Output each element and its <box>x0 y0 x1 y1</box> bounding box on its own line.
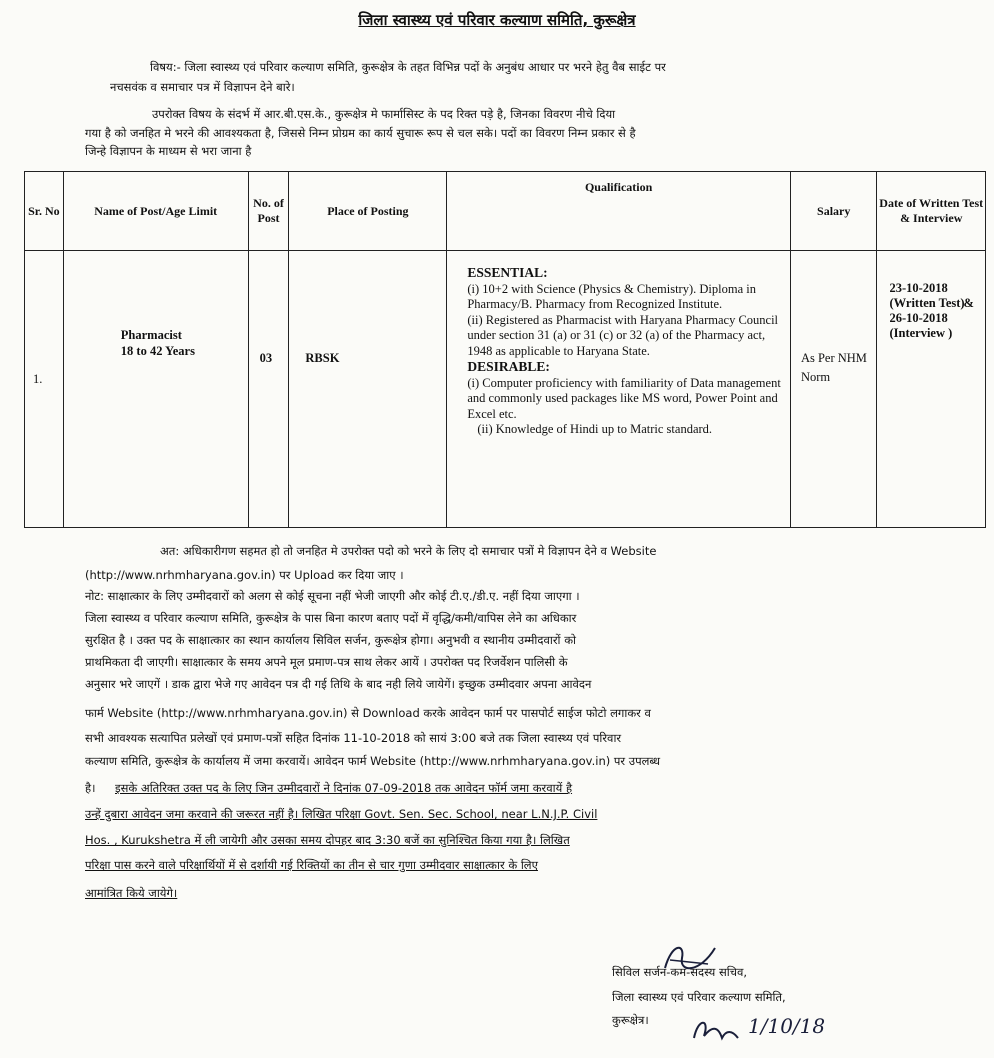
header-no-of-post: No. of Post <box>248 172 289 251</box>
cell-qualification <box>447 251 791 528</box>
cell-post <box>63 251 248 528</box>
posts-table <box>24 171 986 528</box>
body-line-5: सुरक्षित है । उक्त पद के साक्षात्कार का स्थान कार्यालय सिविल सर्जन, कुरूक्षेत्र होगा। अनुभवी व स्थानीय उम्मीदवारों को <box>85 633 577 647</box>
table-header-row <box>25 172 986 251</box>
sr-value: 1. <box>33 372 43 386</box>
essential-item-1: (i) 10+2 with Science (Physics & Chemistry). Diploma in Pharmacy/B. Pharmacy from Recognized Institute. <box>467 281 756 311</box>
desirable-item-2: (ii) Knowledge of Hindi up to Matric standard. <box>477 422 713 436</box>
no-of-post-value: 03 <box>259 351 273 365</box>
cell-date <box>877 251 986 528</box>
body-line-12: उन्हें दुबारा आवेदन जमा करवाने की जरूरत नहीं है। लिखित परिक्षा Govt. Sen. Sec. School, near L.N.J.P. Civil <box>85 807 598 821</box>
essential-label: ESSENTIAL: <box>467 265 548 280</box>
intro-line-3: जिन्हे विज्ञापन के माध्यम से भरा जाना है <box>85 144 252 158</box>
and-symbol: & <box>963 296 974 310</box>
body-line-11a: है। <box>85 781 96 795</box>
body-line-6: प्राथमिकता दी जाएगी। साक्षात्कार के समय अपने मूल प्रमाण-पत्र साथ लेकर आयें । उपरोक्त पद रिजर्वेशन पालिसी के <box>85 655 568 669</box>
cell-place <box>289 251 447 528</box>
desirable-item-1: (i) Computer proficiency with familiarity of Data management and commonly used packages like MS word, Power Point and Excel etc. <box>467 375 781 421</box>
test-date: 23-10-2018 (Written Test) <box>889 281 965 310</box>
header-qualification: Qualification <box>447 172 791 251</box>
table-row <box>25 251 986 528</box>
signatory-place: कुरूक्षेत्र। <box>612 1013 649 1027</box>
body-line-8: फार्म Website (http://www.nrhmharyana.gov.in) से Download करके आवेदन फार्म पर पासपोर्ट साईज फोटो लगाकर व <box>85 706 651 720</box>
subject-line-2: नचसवंक व समाचार पत्र में विज्ञापन देने बारे। <box>110 80 295 94</box>
cell-no-of-post <box>248 251 289 528</box>
signatory-committee: जिला स्वास्थ्य एवं परिवार कल्याण समिति, <box>612 990 786 1004</box>
handwritten-signature-date <box>688 1008 858 1048</box>
body-line-14: परिक्षा पास करने वाले परिक्षार्थियों में से दर्शायी गई रिक्तियों का तीन से चार गुणा उम्मीदवार साक्षात्कार के लिए <box>85 858 538 872</box>
salary-value: As Per NHM Norm <box>800 351 867 384</box>
body-line-2: (http://www.nrhmharyana.gov.in) पर Upload कर दिया जाए । <box>85 568 404 582</box>
desirable-label: DESIRABLE: <box>467 359 550 374</box>
header-post-name: Name of Post/Age Limit <box>63 172 248 251</box>
body-line-4: जिला स्वास्थ्य व परिवार कल्याण समिति, कुरूक्षेत्र के पास बिना कारण बताए पदों में वृद्धि/कमी/वापिस लेने का अधिकार <box>85 611 577 625</box>
cell-sr <box>25 251 64 528</box>
handwritten-date: 1/10/18 <box>748 1014 826 1038</box>
intro-line-2: गया है को जनहित मे भरने की आवश्यकता है, जिससे निम्न प्रोग्रम का कार्य सुचारू रूप से चल सके। पदों का विवरण निम्न प्रकार से है <box>85 126 636 140</box>
age-limit: 18 to 42 Years <box>120 344 195 358</box>
document-title: जिला स्वास्थ्य एवं परिवार कल्याण समिति, कुरूक्षेत्र <box>358 11 636 29</box>
signatory-designation: सिविल सर्जन-कम-सदस्य सचिव, <box>612 965 748 979</box>
handwritten-initials-icon <box>688 1008 748 1048</box>
header-place-of-posting: Place of Posting <box>289 172 447 251</box>
subject-line-1: विषय:- जिला स्वास्थ्य एवं परिवार कल्याण समिति, कुरूक्षेत्र के तहत विभिन्न पदों के अनुबंध आधार पर भरने हेतु वैब साईट पर <box>150 60 666 74</box>
post-name: Pharmacist <box>120 328 182 342</box>
body-line-3: नोट: साक्षात्कार के लिए उम्मीदवारों को अलग से कोई सूचना नहीं भेजी जाएगी और कोई टी.ए./डी.ए. नहीं दिया जाएगा । <box>85 589 580 603</box>
header-date: Date of Written Test & Interview <box>877 172 986 251</box>
cell-salary <box>790 251 877 528</box>
body-line-11b: इसके अतिरिक्त उक्त पद के लिए जिन उम्मीदवारों ने दिनांक 07-09-2018 तक आवेदन फॉर्म जमा करवायें है <box>115 781 573 795</box>
body-line-13: Hos. , Kurukshetra में ली जायेगी और उसका समय दोपहर बाद 3:30 बजें का सुनिश्चित किया गया है। लिखित <box>85 833 570 847</box>
body-line-15: आमांत्रित किये जायेगे। <box>85 886 178 900</box>
signature-scribble-icon <box>660 938 720 978</box>
qualification-text <box>467 265 782 438</box>
essential-item-2: (ii) Registered as Pharmacist with Haryana Pharmacy Council under section 31 (a) or 31 (c) or 32 (a) of the Pharmacy act, 1948 as applicable to Haryana State. <box>467 312 779 358</box>
place-value: RBSK <box>305 351 340 365</box>
body-line-1: अत: अधिकारीगण सहमत हो तो जनहित मे उपरोक्त पदो को भरने के लिए दो समाचार पत्रों मे विज्ञापन देने व Website <box>160 544 657 558</box>
body-line-7: अनुसार भरे जाएगें । डाक द्वारा भेजे गए आवेदन पत्र दी गई तिथि के बाद नही लिये जायेगें। इच्छुक उम्मीदवार अपना आवेदन <box>85 677 592 691</box>
body-line-10: कल्याण समिति, कुरूक्षेत्र के कार्यालय में जमा करवायें। आवेदन फार्म Website (http://www.nrhmharyana.gov.in) पर उपलब्ध <box>85 754 661 768</box>
intro-line-1: उपरोक्त विषय के संदर्भ में आर.बी.एस.के., कुरूक्षेत्र मे फार्मासिस्ट के पद रिक्त पड़े है, जिनका विवरण नीचे दिया <box>152 107 616 121</box>
interview-date: 26-10-2018 (Interview ) <box>889 311 953 340</box>
header-sr-no: Sr. No <box>25 172 64 251</box>
header-salary: Salary <box>790 172 877 251</box>
body-line-9: सभी आवश्यक सत्यापित प्रलेखों एवं प्रमाण-पत्रों सहित दिनांक 11-10-2018 को सायं 3:00 बजे तक जिला स्वास्थ्य एवं परिवार <box>85 731 622 745</box>
